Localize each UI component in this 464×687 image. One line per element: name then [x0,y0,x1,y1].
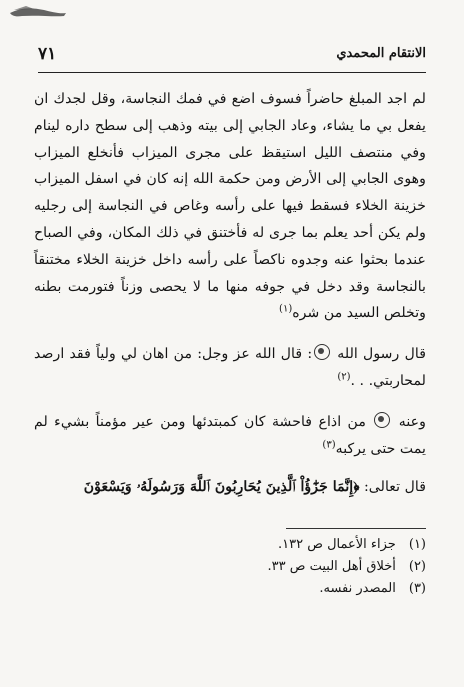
verse-intro: قال تعالى: [364,479,426,496]
running-title: الانتقام المحمدي [336,46,426,61]
body-text [34,86,426,501]
footnote-number: (١) [408,537,426,552]
salawat-seal-icon [374,412,390,428]
footnote-number: (٢) [408,559,426,574]
page-header [38,44,426,68]
footnote-text: المصدر نفسه. [319,581,396,596]
footnotes [126,534,426,600]
hadith-1-text: : قال الله عز وجل: من اهان لي ولياً فقد ارصد لمحاربتي. . . [34,346,426,389]
hadith-1-intro: قال رسول الله [337,346,426,363]
hadith-2-intro: وعنه [398,413,426,430]
footnote-number: (٣) [408,581,426,596]
paragraph-verse [34,474,426,501]
paragraph-hadith-1 [34,341,426,395]
footnote-ref-3: (٣) [322,438,336,450]
footnote-ref-2: (٢) [337,371,351,383]
paragraph-story [34,86,426,327]
hadith-2-text: من اذاع فاحشة كان كمبتدئها ومن عير مؤمناً بشيء لم يمت حتى يركبه [34,413,426,457]
salawat-seal-icon [314,344,330,360]
footnote-separator [286,528,426,529]
scan-smudge [8,4,68,22]
header-rule [38,72,426,73]
footnote-text: جزاء الأعمال ص ١٣٢. [278,537,396,552]
quran-verse: ﴿إِنَّمَا جَزَٰٓؤُاْ ٱلَّذِينَ يُحَارِبُونَ ٱللَّهَ وَرَسُولَهُۥ وَيَسْعَوْنَ [83,479,360,496]
footnote-text: أخلاق أهل البيت ص ٣٣. [267,559,396,574]
footnote-item [126,578,426,600]
paragraph-hadith-2 [34,409,426,463]
footnote-item [126,534,426,556]
footnote-ref-1: (١) [279,303,293,315]
footnote-item [126,556,426,578]
page-number: ٧١ [38,44,57,64]
paragraph-story-text: لم اجد المبلغ حاضراً فسوف اضع في فمك النجاسة، وقل لجدك ان يفعل بي ما يشاء، وعاد الجابي إلى بيته وذهب إلى سطح داره لينام وفي منتصف الليل استيقظ على مجرى الميزاب فأنخلع الميزاب وهوى الجابي إلى الأرض ومن حكمة الله إنه كان في اسفل الميزاب خزينة الخلاء فسقط فيها على رأسه وغاص في النجاسة إلى رجليه ولم يكن أحد يعلم بما جرى له فأختنق في ذلك المكان، وفي الصباح عندما بحثوا عنه وجدوه ناكصاً على رأسه داخل خزينة الخلاء مختنقاً بالنجاسة وقد دخل في جوفه منها ما لا يحصى وزناً فتورمت بطنه وتخلص السيد من شره [34,91,426,322]
